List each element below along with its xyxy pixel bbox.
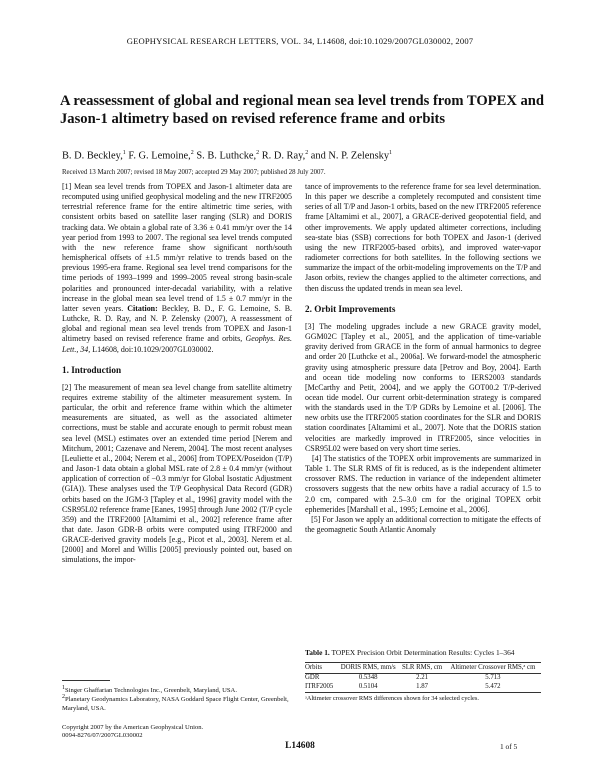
table-cell: GDR: [305, 674, 320, 681]
footnote-mark: 2: [62, 694, 65, 700]
citation-label: Citation:: [127, 303, 158, 313]
table-footnote: ᵃAltimeter crossover RMS differences shown for 34 selected cycles.: [305, 694, 479, 702]
article-id-footer: L14608: [285, 741, 315, 751]
section-heading-orbit: 2. Orbit Improvements: [305, 303, 396, 314]
paragraph-marker: [1]: [62, 182, 72, 191]
section-heading-introduction: 1. Introduction: [62, 364, 122, 375]
column-header: SLR RMS, cm: [399, 662, 445, 673]
orbit-results-table: [305, 662, 541, 693]
abstract-text: Mean sea level trends from TOPEX and Jason-1 altimeter data are recomputed using unified geophysical modeling and the new ITRF2005 terrestrial reference frame for the entire altimetric time series, with consistent orbits based on satellite laser ranging (SLR) and DORIS tracking data. We obtain a global rate of 3.36 ± 0.41 mm/yr over the 14 year period from 1993 to 2007. The regional sea level trends computed with the new reference frame show significant north/south hemispherical offsets of ±1.5 mm/yr relative to trends based on the previous 1995-era frame. Regional sea level trend comparisons for the time periods of 1993–1999 and 1999–2005 reveal strong basin-scale polarities and pronounced inter-decadal variability, with a relative increase in the global mean sea level trend of 1.5 ± 0.7 mm/yr in the latter seven years.: [62, 182, 293, 313]
affiliation-mark: 2: [305, 150, 309, 156]
table-caption-text: TOPEX Precision Orbit Determination Results: Cycles 1–364: [329, 648, 515, 657]
table-cell: ITRF2005: [305, 683, 334, 690]
author: and N. P. Zelensky: [308, 150, 390, 162]
affiliation-mark: 1: [122, 150, 126, 156]
paragraph-marker: [3]: [305, 321, 315, 331]
table-caption: [305, 648, 541, 658]
footnote-mark: 1: [62, 685, 65, 691]
table-cell: 0.5348: [358, 674, 378, 681]
footnote-divider: [62, 680, 110, 681]
column-header: Altimeter Crossover RMS,ᵃ cm: [445, 662, 541, 673]
author: R. D. Ray,: [259, 150, 306, 162]
intro-text: The measurement of mean sea level change from satellite altimetry requires extreme stability of the altimeter measurement system. In particular, the orbit and reference frame within which the altimeter measurements are situated, as well as the associated altimeter corrections, must be stable and accurate enough to permit robust mean sea level (MSL) estimates over an extended time period [Nerem and Mitchum, 2001; Cazenave and Nerem, 2004]. The most recent analyses [Leuliette et al., 2004; Nerem et al., 2006] from TOPEX/Poseidon (T/P) and Jason-1 data obtain a global MSL rate of 2.8 ± 0.4 mm/yr (without application of correction of −0.3 mm/yr for Global Isostatic Adjustment (GIA)). These analyses used the T/P Geophysical Data Record (GDR) orbits based on the JGM-3 [Tapley et al., 1996] gravity model with the CSR95L02 reference frame [Eanes, 1995] through June 2002 (T/P cycle 359) and the ITRF2000 [Altamimi et al., 2002] reference frame after that date. Jason GDR-B orbits were computed using ITRF2000 and GRACE-derived gravity models [e.g., Picot et al., 2003]. Nerem et al. [2000] and Morel and Willis [2005] previously pointed out, based on simulations, the impor-: [62, 382, 292, 565]
running-header: GEOPHYSICAL RESEARCH LETTERS, VOL. 34, L14608, doi:10.1029/2007GL030002, 2007: [126, 36, 474, 46]
table-cell: 1.87: [416, 683, 428, 690]
affiliation-mark: 2: [256, 150, 260, 156]
column-header: Orbits: [305, 662, 337, 673]
footnote-text: Planetary Geodynamics Laboratory, NASA Goddard Space Flight Center, Greenbelt, Maryland, USA.: [62, 696, 289, 712]
author: F. G. Lemoine,: [125, 150, 191, 162]
page-number: 1 of 5: [500, 742, 518, 751]
author-list: [62, 150, 542, 161]
citation-journal: Geophys. Res. Lett., 34,: [62, 334, 292, 354]
publication-dates: Received 13 March 2007; revised 18 May 2007; accepted 29 May 2007; published 28 July 2007.: [62, 169, 326, 176]
table-cell: 0.5104: [358, 683, 378, 690]
table-label: Table 1.: [305, 648, 330, 657]
column-header: DORIS RMS, mm/s: [337, 662, 399, 673]
left-column: [62, 182, 292, 566]
orbit-paragraph-3: [305, 322, 541, 454]
paragraph-text: The modeling upgrades include a new GRACE gravity model, GGM02C [Tapley et al., 2005], and the application of time-variable gravity derived from GRACE in the form of annual harmonics to degree and order 20 [Luthcke et al., 2006a]. We forward-model the atmospheric gravity using atmospheric pressure data [Petrov and Boy, 2004]. Earth and ocean tide modeling now conforms to IERS2003 standards [McCarthy and Petit, 2004], and we apply the GOT00.2 T/P-derived ocean tide model. Our current orbit-determination strategy is compared with the standards used in the T/P GDRs by Lemoine et al. [2006]. The new orbits use the ITRF2005 station coordinates for the SLR and DORIS station coordinates [Altamimi et al., 2007]. Note that the DORIS station velocities are markedly improved in ITRF2005, since velocities in CSR95L02 were based on very short time series.: [305, 321, 541, 453]
paragraph-text: For Jason we apply an additional correction to mitigate the effects of the geomagnetic South Atlantic Anomaly: [305, 514, 542, 534]
table-row: [305, 683, 541, 693]
table-cell: 5.713: [485, 674, 501, 681]
copyright-text: Copyright 2007 by the American Geophysical Union.: [62, 724, 204, 731]
intro-paragraph: [62, 383, 292, 566]
footnote-text: Singer Ghaffarian Technologies Inc., Greenbelt, Maryland, USA.: [65, 687, 237, 695]
table-cell: 2.21: [416, 674, 428, 681]
table-1: [305, 648, 541, 702]
paragraph-text: The statistics of the TOPEX orbit improvements are summarized in Table 1. The SLR RMS of fit is reduced, as is the independent altimeter crossover RMS. The reduction in variance of the independent altimeter crossovers suggests that the new orbits have a radial accuracy of 1.5 to 2.0 cm, compared with 2.5–3.0 cm for the original TOPEX orbit ephemerides [Marshall et al., 1995; Lemoine et al., 2006].: [305, 453, 542, 514]
author: S. B. Luthcke,: [193, 150, 257, 162]
issn-text: 0094-8276/07/2007GL030002: [62, 732, 143, 740]
affiliation-mark: 1: [389, 150, 393, 156]
orbit-paragraph-4: [305, 454, 541, 515]
table-cell: 5.472: [485, 683, 501, 690]
paragraph-marker: [5]: [311, 514, 321, 524]
copyright-block: [62, 724, 292, 741]
table-row: [305, 673, 541, 683]
affiliation-mark: 2: [190, 150, 194, 156]
abstract: [62, 182, 292, 355]
orbit-paragraph-5: [305, 515, 541, 535]
paper-title: A reassessment of global and regional mean sea level trends from TOPEX and Jason-1 altimetry based on revised reference frame and orbits: [60, 93, 545, 127]
paragraph-marker: [4]: [312, 453, 322, 463]
intro-continuation: tance of improvements to the reference frame for sea level determination. In this paper we describe a completely recomputed and consistent time series of all T/P and Jason-1 orbits, based on the new ITRF2005 reference frame [Altamimi et al., 2007], a GRACE-derived geopotential field, and other improvements. We apply updated altimeter corrections, including sea-state bias (SSB) corrections for both TOPEX and Jason-1 (derived using the new ITRF2005-based orbits), and improved water-vapor radiometer corrections for both satellites. In the following sections we summarize the impact of the orbit-modeling improvements on the T/P and Jason orbits, review the changes applied to the altimeter corrections, and then discuss the updated trends in mean sea level.: [305, 182, 541, 293]
author: B. D. Beckley,: [62, 150, 123, 162]
citation-end: L14608, doi:10.1029/2007GL030002.: [90, 344, 214, 354]
paragraph-marker: [2]: [62, 382, 72, 392]
right-column: [305, 182, 541, 535]
footnote-2: [62, 693, 292, 713]
citation-text: Beckley, B. D., F. G. Lemoine, S. B. Luthcke, R. D. Ray, and N. P. Zelensky (2007), A reassessment of global and regional mean sea level trends from TOPEX and Jason-1 altimetry based on revised reference frame and orbits,: [62, 303, 293, 344]
